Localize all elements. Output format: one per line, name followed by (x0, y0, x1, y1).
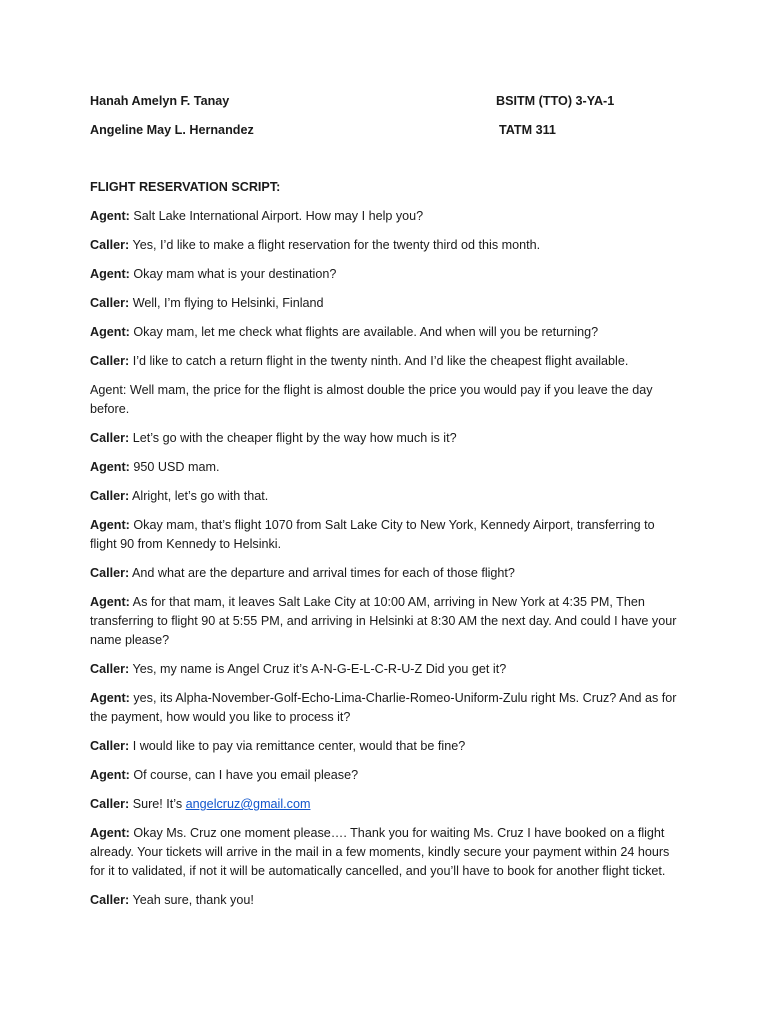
author-name-2: Angeline May L. Hernandez (90, 123, 254, 137)
dialogue-line (90, 795, 680, 814)
dialogue-text: Of course, can I have you email please? (129, 768, 359, 782)
speaker-label: Caller: (90, 797, 130, 811)
speaker-label: Agent: (90, 267, 130, 281)
speaker-label: Caller: (90, 893, 130, 907)
dialogue-line (90, 236, 680, 255)
dialogue-line (90, 323, 680, 342)
speaker-label: Caller: (90, 296, 130, 310)
dialogue-list (90, 207, 680, 910)
dialogue-text: I’d like to catch a return flight in the twenty ninth. And I’d like the cheapest flight available. (129, 354, 629, 368)
dialogue-text: 950 USD mam. (129, 460, 220, 474)
dialogue-text: Let’s go with the cheaper flight by the way how much is it? (129, 431, 457, 445)
document-page (90, 92, 680, 920)
dialogue-text: Salt Lake International Airport. How may I help you? (129, 209, 424, 223)
dialogue-text: And what are the departure and arrival times for each of those flight? (129, 566, 515, 580)
dialogue-line (90, 207, 680, 226)
dialogue-text: Yeah sure, thank you! (129, 893, 254, 907)
speaker-label: Agent: (90, 460, 130, 474)
header-row-2 (90, 121, 680, 140)
course-label: BSITM (TTO) 3-YA-1 (496, 94, 615, 108)
dialogue-text: Alright, let’s go with that. (129, 489, 269, 503)
email-link[interactable]: angelcruz@gmail.com (185, 797, 311, 811)
dialogue-line (90, 891, 680, 910)
dialogue-text: Well, I’m flying to Helsinki, Finland (129, 296, 324, 310)
speaker-label: Agent: (90, 325, 130, 339)
dialogue-text: Okay Ms. Cruz one moment please…. Thank you for waiting Ms. Cruz I have booked on a flight already. Your tickets will arrive in the mail in a few moments, kindly secure your payment within 24 hours for it to validated, if not it will be automatically cancelled, and you’ll have to book for another flight ticket. (90, 826, 670, 878)
speaker-label: Caller: (90, 662, 130, 676)
dialogue-text: As for that mam, it leaves Salt Lake City at 10:00 AM, arriving in New York at 4:35 PM, Then transferring to flight 90 at 5:55 PM, and arriving in Helsinki at 8:30 AM the next day. And could I have your name please? (90, 595, 677, 647)
speaker-label: Caller: (90, 238, 130, 252)
dialogue-line (90, 429, 680, 448)
dialogue-text: yes, its Alpha-November-Golf-Echo-Lima-Charlie-Romeo-Uniform-Zulu right Ms. Cruz? And as for the payment, how would you like to process it? (90, 691, 677, 724)
dialogue-line (90, 352, 680, 371)
dialogue-line (90, 516, 680, 554)
speaker-label: Agent: (90, 826, 130, 840)
speaker-label: Agent: (90, 518, 130, 532)
dialogue-line (90, 660, 680, 679)
dialogue-text: I would like to pay via remittance center, would that be fine? (129, 739, 466, 753)
dialogue-line (90, 265, 680, 284)
subject-label: TATM 311 (499, 123, 556, 137)
author-name-1: Hanah Amelyn F. Tanay (90, 94, 230, 108)
dialogue-text: Yes, I’d like to make a flight reservation for the twenty third od this month. (129, 238, 541, 252)
speaker-label: Agent: (90, 768, 130, 782)
dialogue-text: Okay mam, that’s flight 1070 from Salt Lake City to New York, Kennedy Airport, transferring to flight 90 from Kennedy to Helsinki. (90, 518, 655, 551)
dialogue-line (90, 487, 680, 506)
dialogue-line (90, 458, 680, 477)
dialogue-text: Well mam, the price for the flight is almost double the price you would pay if you leave the day before. (90, 383, 653, 416)
dialogue-line (90, 737, 680, 756)
dialogue-line (90, 824, 680, 881)
speaker-label: Agent: (90, 691, 130, 705)
script-title: FLIGHT RESERVATION SCRIPT: (90, 180, 281, 194)
speaker-label: Agent: (90, 209, 130, 223)
dialogue-line (90, 593, 680, 650)
dialogue-line (90, 564, 680, 583)
dialogue-line (90, 381, 680, 419)
dialogue-text: Sure! It’s (129, 797, 186, 811)
speaker-label: Caller: (90, 566, 130, 580)
speaker-label: Caller: (90, 354, 130, 368)
dialogue-text: Okay mam, let me check what flights are available. And when will you be returning? (129, 325, 599, 339)
speaker-label: Caller: (90, 489, 130, 503)
speaker-label: Caller: (90, 739, 130, 753)
speaker-label: Agent: (90, 595, 130, 609)
dialogue-line (90, 294, 680, 313)
dialogue-line (90, 766, 680, 785)
speaker-label: Agent: (90, 383, 127, 397)
header-row-1 (90, 92, 680, 111)
dialogue-text: Okay mam what is your destination? (129, 267, 337, 281)
dialogue-text: Yes, my name is Angel Cruz it’s A-N-G-E-L-C-R-U-Z Did you get it? (129, 662, 507, 676)
speaker-label: Caller: (90, 431, 130, 445)
dialogue-line (90, 689, 680, 727)
